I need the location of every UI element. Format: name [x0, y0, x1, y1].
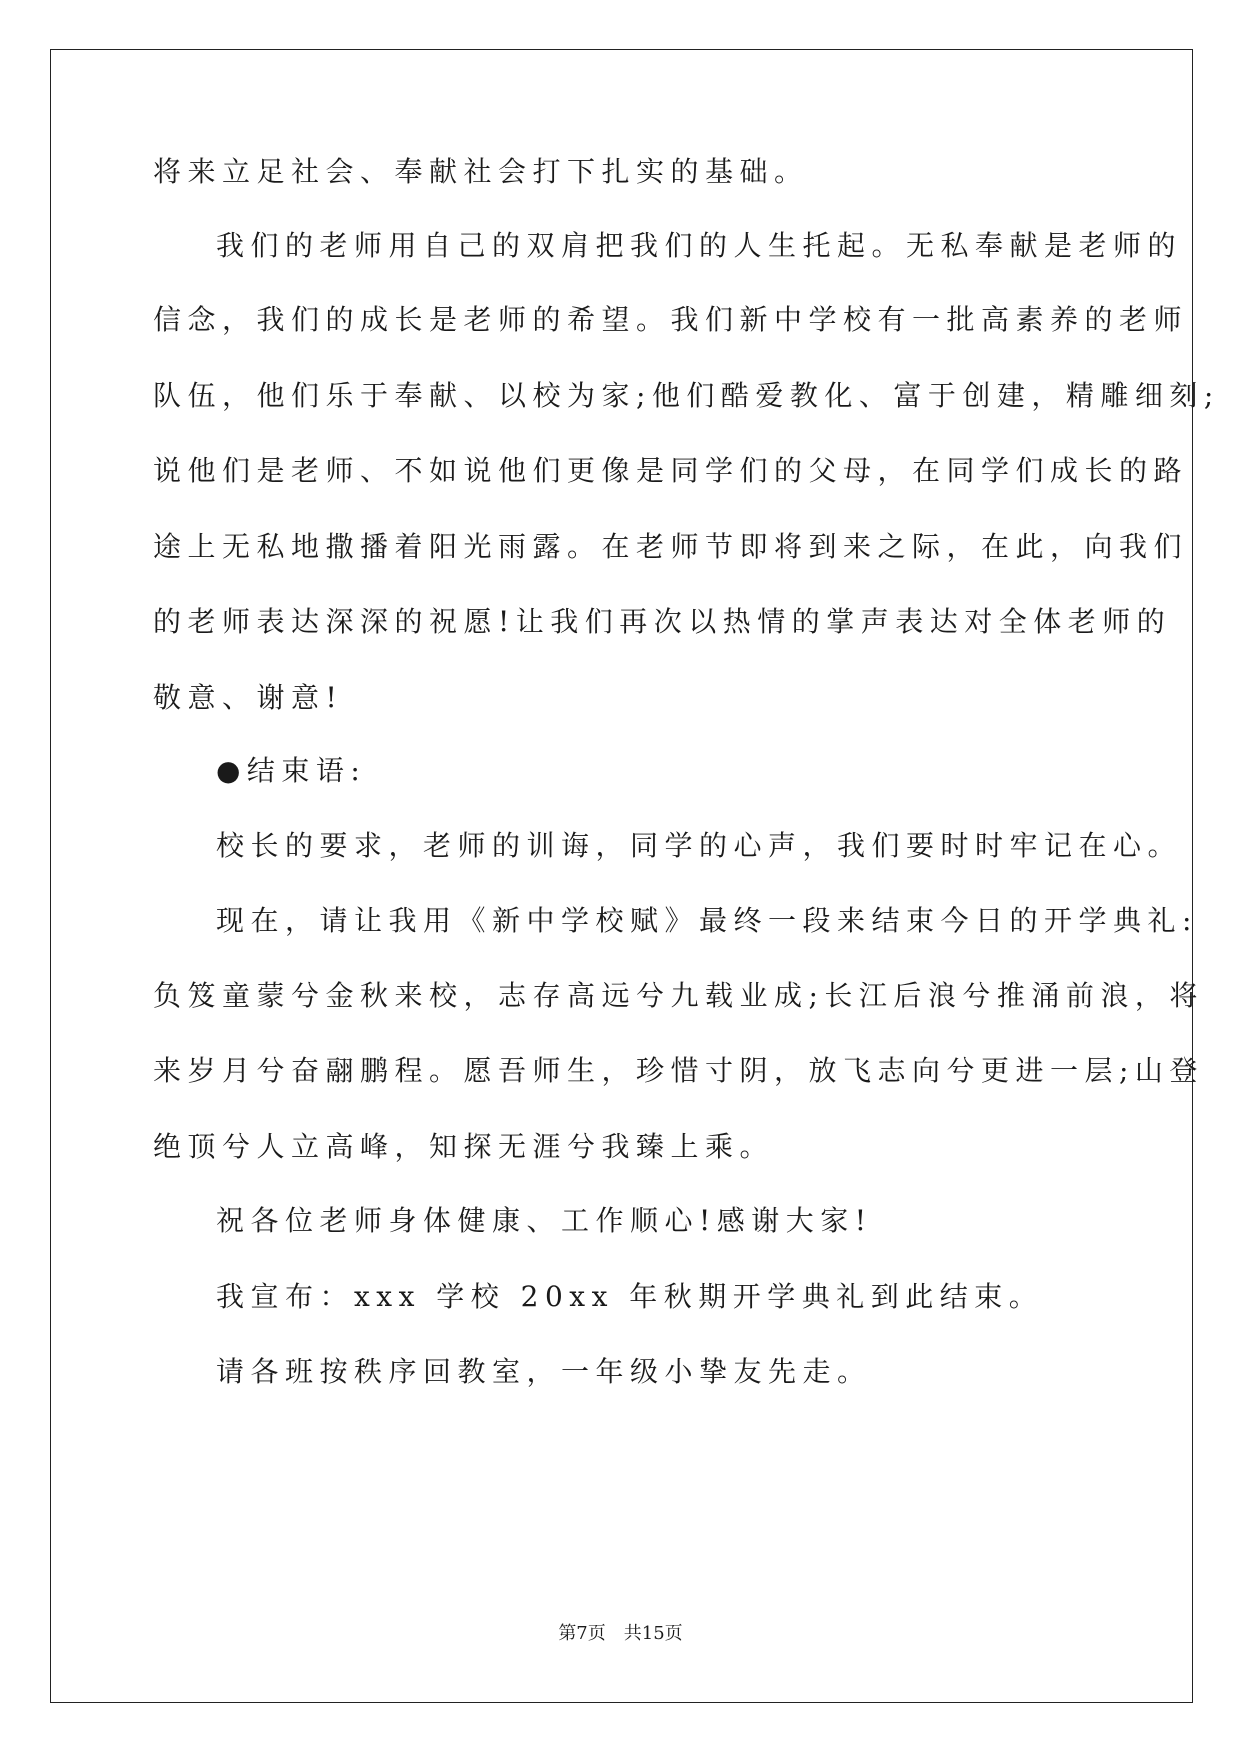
paragraph-line: 我们的老师用自己的双肩把我们的人生托起。无私奉献是老师的 — [216, 229, 1183, 262]
paragraph-line: 我宣布：xxx 学校 20xx 年秋期开学典礼到此结束。 — [216, 1280, 1044, 1313]
page-number: 第7页 共15页 — [558, 1623, 683, 1644]
paragraph-line: 敬意、谢意! — [153, 681, 344, 714]
paragraph-line: 绝顶兮人立高峰，知探无涯兮我臻上乘。 — [153, 1130, 775, 1163]
paragraph-line: 说他们是老师、不如说他们更像是同学们的父母，在同学们成长的路 — [153, 454, 1189, 487]
paragraph-line: 将来立足社会、奉献社会打下扎实的基础。 — [153, 155, 809, 188]
paragraph-line: 现在，请让我用《新中学校赋》最终一段来结束今日的开学典礼: — [216, 904, 1198, 937]
paragraph-line: 来岁月兮奋翮鹏程。愿吾师生，珍惜寸阴，放飞志向兮更进一层;山登 — [153, 1054, 1204, 1087]
paragraph-line: 信念，我们的成长是老师的希望。我们新中学校有一批高素养的老师 — [153, 303, 1189, 336]
paragraph-line: 祝各位老师身体健康、工作顺心!感谢大家! — [216, 1204, 873, 1237]
paragraph-line: 负笈童蒙兮金秋来校，志存高远兮九载业成;长江后浪兮推涌前浪，将 — [153, 979, 1204, 1012]
paragraph-line: 队伍，他们乐于奉献、以校为家;他们酷爱教化、富于创建，精雕细刻; — [153, 379, 1220, 412]
page-border — [50, 49, 1193, 1703]
section-heading: ●结束语: — [216, 754, 367, 787]
paragraph-line: 途上无私地撒播着阳光雨露。在老师节即将到来之际，在此，向我们 — [153, 530, 1189, 563]
paragraph-line: 请各班按秩序回教室，一年级小挚友先走。 — [216, 1355, 872, 1388]
paragraph-line: 的老师表达深深的祝愿!让我们再次以热情的掌声表达对全体老师的 — [153, 605, 1172, 638]
paragraph-line: 校长的要求，老师的训诲，同学的心声，我们要时时牢记在心。 — [216, 829, 1183, 862]
